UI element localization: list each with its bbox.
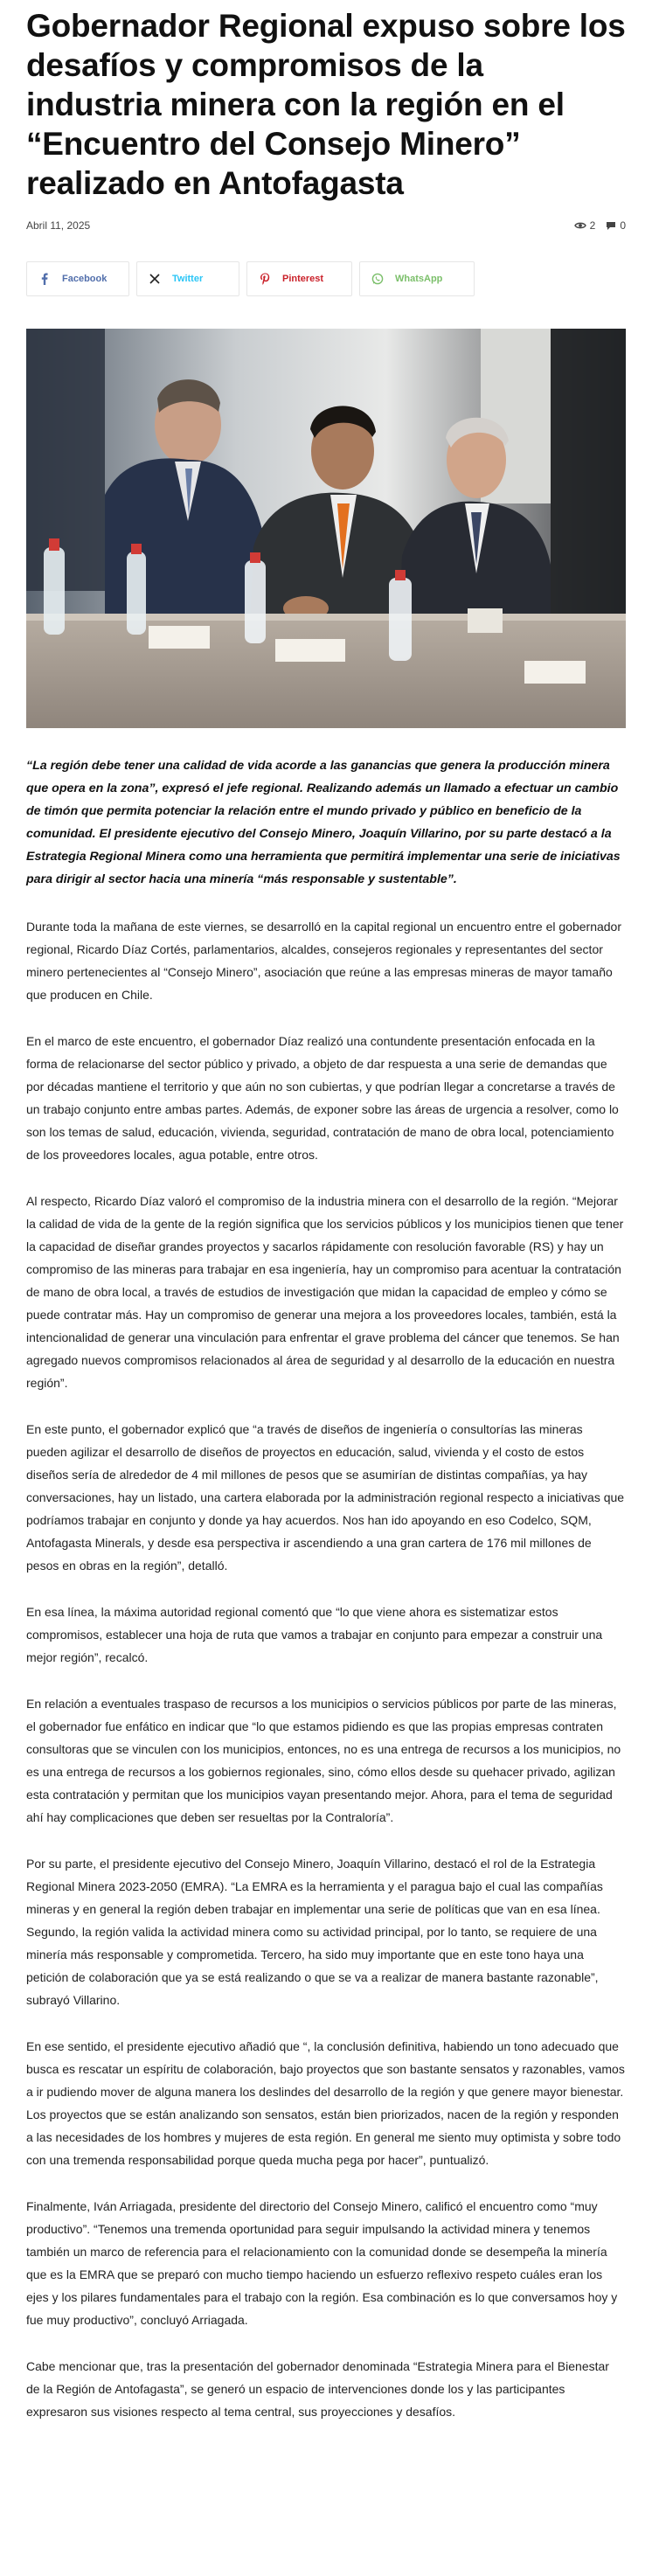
- share-twitter-label: Twitter: [172, 274, 204, 284]
- x-twitter-icon: [137, 262, 172, 295]
- share-whatsapp-button[interactable]: [359, 261, 475, 296]
- article-paragraph: Finalmente, Iván Arriagada, presidente del directorio del Consejo Minero, calificó el encuentro como “muy productivo”. “Tenemos una tremenda oportunidad para seguir impulsando la actividad minera y tenemos también un marco de referencia para el relacionamiento con la comunidad donde se desempeña la minería que es la EMRA que se preparó con mucho tiempo haciendo un esfuerzo reflexivo respeto cuáles eran los ejes y los pilares fundamentales para el trabajo con la región. Esa combinación es lo que conversamos hoy y fue muy productivo”, concluyó Arriagada.: [26, 2199, 618, 2327]
- whatsapp-icon: [360, 262, 395, 295]
- comments-counter[interactable]: [606, 219, 626, 232]
- article-paragraph: En el marco de este encuentro, el gobernador Díaz realizó una contundente presentación enfocada en la forma de relacionarse del sector público y privado, a objeto de dar respuesta a una serie de demandas que por décadas mantiene el territorio y que aún no son cubiertas, y que podrían llegar a concretarse a través de un trabajo conjunto entre ambas partes. Además, de exponer sobre las áreas de urgencia a resolver, como lo son los temas de salud, educación, vivienda, seguridad, contratación de mano de obra local, potenciamiento de los proveedores locales, agua potable, entre otros.: [26, 1034, 619, 1162]
- article-paragraph: En este punto, el gobernador explicó que “a través de diseños de ingeniería o consultorías las mineras pueden agilizar el desarrollo de diseños de proyectos en educación, salud, vivienda y el costo de estos diseños sería de alrededor de 4 mil millones de pesos que se asumirían de distintas compañías, ya hay conversaciones, hay un listado, una cartera elaborada por la administración regional respecto a iniciativas que podríamos trabajar en conjunto y donde ya hay acuerdos. Nos han ido apoyando en eso Codelco, SQM, Antofagasta Minerals, y desde esa perspectiva ir ascendiendo a una gran cartera de 176 mil millones de pesos en obras en la región”, detalló.: [26, 1422, 625, 1573]
- article-counters: [574, 219, 626, 232]
- article-lead: [26, 754, 626, 891]
- views-count: 2: [589, 219, 596, 232]
- share-facebook-label: Facebook: [62, 274, 108, 284]
- article-body: [26, 915, 626, 2423]
- article-paragraph: Durante toda la mañana de este viernes, se desarrolló en la capital regional un encuentro entre el gobernador regional, Ricardo Díaz Cortés, parlamentarios, alcaldes, consejeros regionales y representantes del sector minero pertenecientes al “Consejo Minero”, asociación que reúne a las empresas mineras de mayor tamaño que producen en Chile.: [26, 920, 621, 1002]
- lead-rest: , expresó el jefe regional. Realizando además un llamado a efectuar un cambio de timón que permita potenciar la relación entre el mundo privado y público en beneficio de la comunidad. El presidente ejecutivo del Consejo Minero, Joaquín Villarino, por su parte destacó a la Estrategia Regional Minera como una herramienta que permitirá implementar una serie de iniciativas para dirigir al sector hacia una minería “más responsable y sustentable”.: [26, 781, 621, 886]
- article-paragraph: En ese sentido, el presidente ejecutivo añadió que “, la conclusión definitiva, habiendo un tono adecuado que busca es rescatar un espíritu de colaboración, bajo proyectos que son bastante sensatos y razonables, vamos a ir pudiendo mover de alguna manera los deslindes del desarrollo de la región y que genere mayor bienestar. Los proyectos que se están analizando son sensatos, están bien priorizados, nacen de la región y responden a las necesidades de los hombres y mujeres de esta región. En general me siento muy optimista y sobre todo con una tremenda responsabilidad porque queda mucha pega por hacer”, puntualizó.: [26, 2039, 625, 2167]
- share-pinterest-label: Pinterest: [282, 274, 324, 284]
- article-paragraph: En relación a eventuales traspaso de recursos a los municipios o servicios públicos por parte de las mineras, el gobernador fue enfático en indicar que “lo que estamos pidiendo es que las propias empresas contraten consultoras que se vinculen con los municipios, entonces, no es una entrega de recursos a los municipios, no es una entrega de recursos a los gobiernos regionales, sino, cómo ellos desde su quehacer privado, agilizan esta contratación y permitan que los municipios vayan presentando mejor. Ahora, para el tema de seguridad ahí hay complicaciones que deben ser resueltas por la Contraloría”.: [26, 1697, 621, 1824]
- article-paragraph: En esa línea, la máxima autoridad regional comentó que “lo que viene ahora es sistematizar estos compromisos, establecer una hoja de ruta que vamos a trabajar en conjunto para empezar a construir una mejor región”, recalcó.: [26, 1605, 603, 1664]
- comment-icon: [606, 221, 616, 231]
- publish-date: Abril 11, 2025: [26, 219, 91, 232]
- share-pinterest-button[interactable]: [246, 261, 352, 296]
- facebook-icon: [27, 262, 62, 295]
- article-paragraph: Al respecto, Ricardo Díaz valoró el compromiso de la industria minera con el desarrollo de la región. “Mejorar la calidad de vida de la gente de la región significa que los servicios públicos y los municipios tienen que tener la capacidad de diseñar grandes proyectos y sacarlos rápidamente con resolución favorable (RS) y hay un compromiso de las mineras para trabajar en esa ingeniería, hay un compromiso para acentuar la contratación de mano de obra local, a través de estudios de investigación que midan la capacidad de empleo y cómo se puede contratar más. Hay un compromiso de generar una mejora a los proveedores locales, también, está la intencionalidad de generar una vinculación para enfrentar el grave problema del cáncer que tenemos. Se han agregado nuevos compromisos relacionados al área de seguridad y al desarrollo de la educación en nuestra región”.: [26, 1194, 624, 1390]
- article-paragraph: Cabe mencionar que, tras la presentación del gobernador denominada “Estrategia Minera para el Bienestar de la Región de Antofagasta”, se generó un espacio de intervenciones donde los y las participantes expresaron sus visiones respecto al tema central, sus proyecciones y desafíos.: [26, 2359, 609, 2419]
- article-paragraph: Por su parte, el presidente ejecutivo del Consejo Minero, Joaquín Villarino, destacó el rol de la Estrategia Regional Minera 2023-2050 (EMRA). “La EMRA es la herramienta y el paragua bajo el cual las compañías mineras y en general la región deben trabajar en implementar una serie de políticas que van en esa línea. Segundo, la región valida la actividad minera como su actividad principal, por lo tanto, se requiere de una minería más responsable y comprometida. Tercero, ha sido muy importante que en este tono haya una petición de colaboración que ya se está realizando o que se va a realizar de manera bastante razonable”, subrayó Villarino.: [26, 1857, 603, 2007]
- share-whatsapp-label: WhatsApp: [395, 274, 443, 284]
- share-facebook-button[interactable]: [26, 261, 129, 296]
- lead-quote: “La región debe tener una calidad de vida acorde a las ganancias que genera la producción minera que opera en la zona”: [26, 759, 610, 795]
- article-meta: [26, 219, 626, 233]
- pinterest-icon: [247, 262, 282, 295]
- eye-icon: [574, 221, 586, 230]
- article-title: Gobernador Regional expuso sobre los desafíos y compromisos de la industria minera con la región en el “Encuentro del Consejo Minero” realizado en Antofagasta: [26, 8, 626, 201]
- views-counter: [574, 219, 596, 232]
- comments-count: 0: [620, 219, 626, 232]
- article-photo: [26, 329, 626, 728]
- share-twitter-button[interactable]: [136, 261, 239, 296]
- share-buttons: [26, 261, 626, 296]
